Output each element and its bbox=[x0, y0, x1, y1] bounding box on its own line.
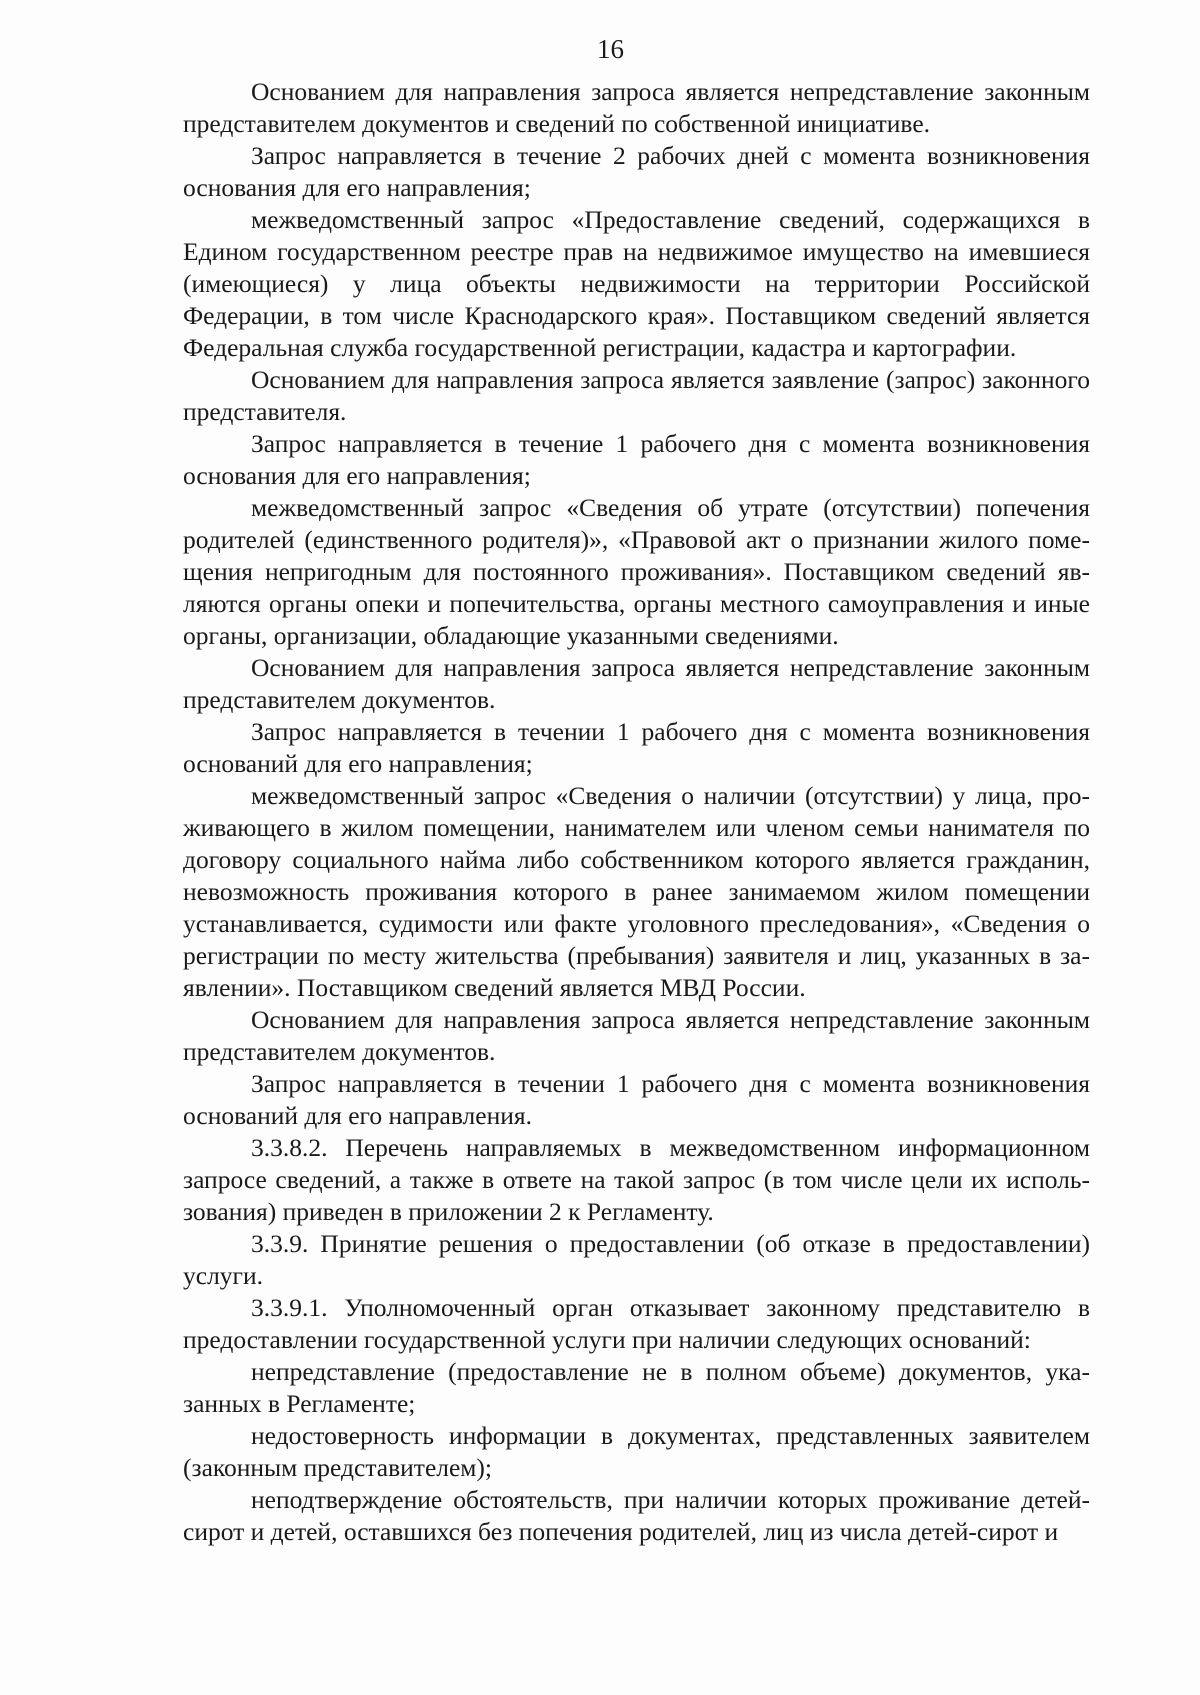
paragraph: непредставление (предоставление не в полном объеме) документов, указанных в Регламенте; bbox=[183, 1357, 1090, 1418]
paragraph: недостоверность информации в документах, представленных заявителем (законным представителем); bbox=[183, 1421, 1090, 1482]
paragraph: Основанием для направления запроса является непредставление законным представителем документов. bbox=[183, 1005, 1090, 1066]
paragraph: межведомственный запрос «Предоставление сведений, содержащихся в Едином государственном реестре прав на недвижимое имущество на имевшиеся (имеющиеся) у лица объекты недвижимости на территории Российской Федерации, в том числе Краснодарского края». Поставщиком сведений является Федеральная служба государственной регистрации, кадастра и картографии. bbox=[183, 205, 1090, 362]
paragraph: Основанием для направления запроса является непредставление законным представителем документов и сведений по собственной инициативе. bbox=[183, 77, 1090, 138]
paragraph: Запрос направляется в течение 2 рабочих дней с момента возникновения основания для его направления; bbox=[183, 141, 1090, 202]
paragraph: 3.3.9.1. Уполномоченный орган отказывает законному представителю в предоставлении государственной услуги при наличии следующих оснований: bbox=[183, 1293, 1090, 1354]
paragraph: 3.3.9. Принятие решения о предоставлении (об отказе в предоставлении) услуги. bbox=[183, 1229, 1090, 1290]
paragraph: Основанием для направления запроса является заявление (запрос) законного представителя. bbox=[183, 365, 1090, 426]
document-body bbox=[183, 76, 1090, 1548]
paragraph: Основанием для направления запроса является непредставление законным представителем документов. bbox=[183, 653, 1090, 714]
page-number: 16 bbox=[597, 34, 624, 64]
paragraph: межведомственный запрос «Сведения о наличии (отсутствии) у лица, проживающего в жилом помещении, нанимателем или членом семьи нанимателя по договору социального найма либо собственником которого является гражданин, невозможность проживания которого в ранее занимаемом жилом помещении устанавливается, судимости или факте уголовного преследования», «Сведения о регистрации по месту жительства (пребывания) заявителя и лиц, указанных в заявлении». Поставщиком сведений является МВД России. bbox=[183, 781, 1090, 1002]
paragraph: Запрос направляется в течении 1 рабочего дня с момента возникновения оснований для его направления; bbox=[183, 717, 1090, 778]
paragraph: Запрос направляется в течении 1 рабочего дня с момента возникновения оснований для его направления. bbox=[183, 1069, 1090, 1130]
paragraph: межведомственный запрос «Сведения об утрате (отсутствии) попечения родителей (единственного родителя)», «Правовой акт о признании жилого помещения непригодным для постоянного проживания». Поставщиком сведений являются органы опеки и попечительства, органы местного самоуправления и иные органы, организации, обладающие указанными сведениями. bbox=[183, 493, 1090, 650]
paragraph: Запрос направляется в течение 1 рабочего дня с момента возникновения основания для его направления; bbox=[183, 429, 1090, 490]
paragraph: неподтверждение обстоятельств, при наличии которых проживание детей-сирот и детей, оставшихся без попечения родителей, лиц из числа детей-сирот и bbox=[183, 1485, 1090, 1546]
paragraph: 3.3.8.2. Перечень направляемых в межведомственном информационном запросе сведений, а также в ответе на такой запрос (в том числе цели их использования) приведен в приложении 2 к Регламенту. bbox=[183, 1133, 1090, 1226]
